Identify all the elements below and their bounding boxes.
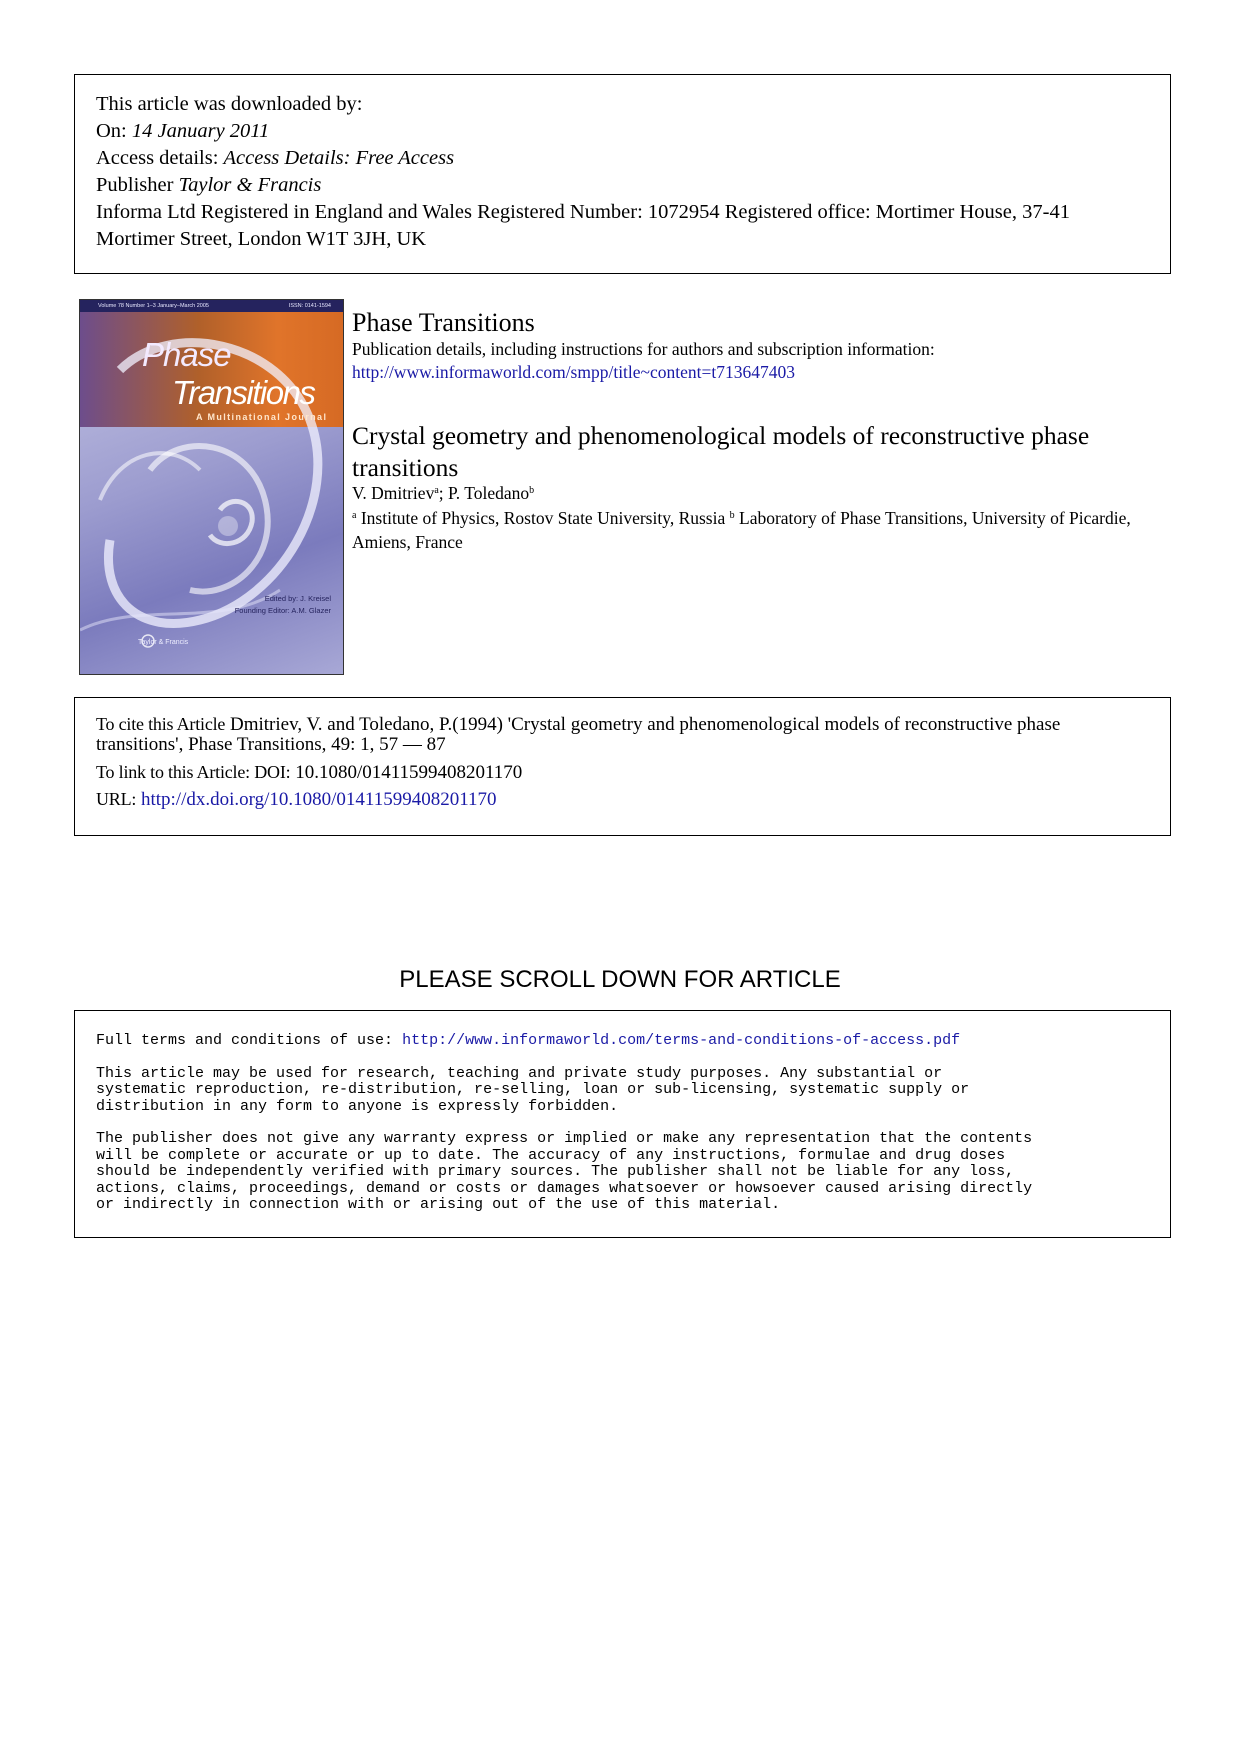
author-2-affiliation-mark: b — [529, 485, 535, 496]
doi-line — [96, 761, 1150, 784]
registration-info: Informa Ltd Registered in England and Wales Registered Number: 1072954 Registered office: Mortimer House, 37-41 Mortimer Street, London W1T 3JH, UK — [96, 201, 1070, 250]
citation-text: Dmitriev, V. and Toledano, P.(1994) 'Crystal geometry and phenomenological models of reconstructive phase transitions', Phase Transitions, 49: 1, 57 — 87 — [96, 714, 1061, 755]
downloaded-by-line: This article was downloaded by: — [96, 93, 363, 115]
doi-value: 10.1080/01411599408201170 — [290, 762, 523, 783]
author-1-affiliation-mark: a — [434, 485, 439, 496]
scroll-down-message: PLEASE SCROLL DOWN FOR ARTICLE — [399, 966, 841, 993]
cover-publisher-logo: Taylor & Francis — [138, 639, 189, 646]
journal-cover-image — [79, 299, 344, 675]
cover-title-word-phase: Phase — [142, 336, 231, 373]
cover-volume-info: Volume 78 Number 1–3 January–March 2005 — [98, 303, 209, 309]
terms-disclaimer-paragraph: The publisher does not give any warranty express or implied or make any representation that the contents will be complete or accurate or up to date. The accuracy of any instructions, formulae and drug doses should be independently verified with primary sources. The publisher shall not be liable for any loss, actions, claims, proceedings, demand or costs or damages whatsoever or howsoever caused arising directly or indirectly in connection with or arising out of the use of this material. — [96, 1130, 1033, 1213]
publisher-name: Taylor & Francis — [178, 174, 322, 196]
access-details-line — [96, 145, 1150, 172]
access-details-label: Access details: — [96, 147, 224, 169]
download-info-box — [74, 74, 1171, 274]
journal-url-link[interactable]: http://www.informaworld.com/smpp/title~content=t713647403 — [352, 362, 796, 382]
journal-title: Phase Transitions — [352, 308, 535, 337]
cover-subtitle: A Multinational Journal — [196, 412, 328, 422]
article-title: Crystal geometry and phenomenological models of reconstructive phase transitions — [352, 421, 1090, 482]
url-label: URL: — [96, 789, 137, 809]
affiliation-a-mark: a — [352, 510, 357, 521]
cover-founding-editor: Founding Editor: A.M. Glazer — [234, 606, 331, 615]
citation-line — [96, 714, 1150, 755]
cover-editor: Edited by: J. Kreisel — [264, 594, 331, 603]
affiliation-b-mark: b — [729, 510, 735, 521]
authors-line — [352, 482, 534, 504]
cite-label: To cite this Article — [96, 714, 226, 734]
author-2: ; P. Toledano — [438, 483, 530, 503]
download-date-label: On: — [96, 120, 132, 142]
terms-url-link[interactable]: http://www.informaworld.com/terms-and-conditions-of-access.pdf — [402, 1032, 961, 1049]
download-date: 14 January 2011 — [131, 120, 270, 142]
citation-box — [74, 697, 1171, 836]
affiliation-a: Institute of Physics, Rostov State University, Russia — [356, 508, 730, 528]
doi-url-link[interactable]: http://dx.doi.org/10.1080/01411599408201170 — [140, 789, 497, 810]
publication-details: Publication details, including instructions for authors and subscription information: — [352, 339, 935, 359]
terms-line — [96, 1033, 1150, 1050]
affiliations — [352, 506, 1157, 554]
terms-box — [74, 1010, 1171, 1238]
terms-usage-paragraph: This article may be used for research, teaching and private study purposes. Any substantial or systematic reproduction, re-distribution, re-selling, loan or sub-licensing, systematic supply or distribution in any form to anyone is expressly forbidden. — [96, 1064, 970, 1115]
url-line — [96, 788, 1150, 811]
download-date-line — [96, 118, 1150, 145]
doi-label: To link to this Article: DOI: — [96, 762, 291, 782]
cover-issn: ISSN: 0141-1594 — [288, 303, 331, 309]
publisher-line — [96, 172, 1150, 199]
author-1: V. Dmitriev — [352, 483, 435, 503]
terms-label: Full terms and conditions of use: — [96, 1032, 403, 1049]
access-details-value: Access Details: Free Access — [223, 147, 455, 169]
cover-title-word-transitions: Transitions — [172, 374, 315, 411]
affiliation-b: Laboratory of Phase Transitions, University of Picardie, Amiens, France — [352, 508, 1131, 552]
publisher-label: Publisher — [96, 174, 179, 196]
